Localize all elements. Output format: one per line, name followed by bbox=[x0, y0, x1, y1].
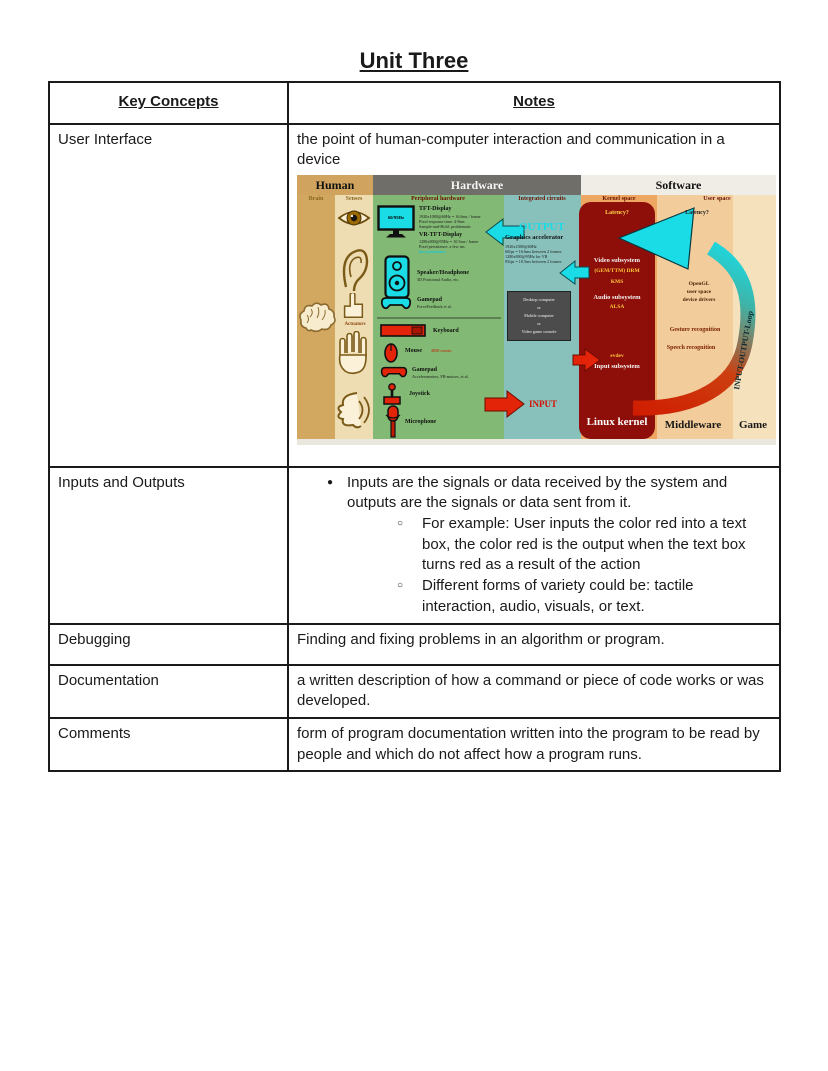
concept-documentation: Documentation bbox=[58, 671, 159, 689]
drm-label: (GEM/TTM) DRM bbox=[594, 268, 640, 275]
computer-box-line: Desktop computer bbox=[523, 296, 555, 302]
concept-cell bbox=[49, 467, 288, 624]
open-hand-icon bbox=[335, 331, 369, 375]
gamepad-input-icon bbox=[380, 365, 408, 379]
peripheral-hardware-label: Peripheral hardware bbox=[411, 196, 465, 203]
audio-subsystem-label: Audio subsystem bbox=[593, 294, 641, 302]
io-bullet-3-row bbox=[397, 576, 771, 617]
alsa-label: ALSA bbox=[609, 304, 625, 311]
hardware-header: Hardware bbox=[373, 175, 581, 195]
mouse-sub: 4000 counts bbox=[431, 348, 452, 354]
notes-table bbox=[48, 81, 781, 772]
video-subsystem-label: Video subsystem bbox=[593, 257, 641, 265]
io-bullet-2-row bbox=[397, 514, 771, 576]
game-label: Game bbox=[738, 419, 768, 432]
brain-label: Brain bbox=[308, 196, 324, 203]
gamepad-output-icon bbox=[380, 295, 412, 311]
gpu-label: Graphics accelerator bbox=[505, 234, 564, 242]
gamepad-input-label: Gamepad bbox=[412, 367, 438, 374]
integrated-circuits-label: Integrated circuits bbox=[518, 196, 566, 203]
gpu-line1: 1920x1080@60Hz bbox=[505, 244, 537, 250]
speaking-mouth-icon bbox=[331, 385, 371, 435]
mouse-label: Mouse bbox=[405, 348, 422, 355]
tft-line3: Sample-and-Hold: problematic bbox=[419, 223, 471, 229]
joystick-label: Joystick bbox=[409, 391, 430, 398]
concept-debugging: Debugging bbox=[58, 630, 131, 648]
concept-cell bbox=[49, 624, 288, 665]
kernel-space-label: Kernel space bbox=[602, 196, 636, 203]
linux-kernel-label: Linux kernel bbox=[586, 416, 648, 429]
table-row-documentation bbox=[49, 665, 780, 718]
tft-display-label: TFT-Display bbox=[419, 206, 452, 213]
io-loop-label: INPUT-OUTPUT-Loop bbox=[732, 310, 755, 391]
gamepad-output-label: Gamepad bbox=[417, 297, 443, 304]
tft-line1: 1920x1080@60Hz = 16.6ms / frame bbox=[419, 213, 481, 219]
pointing-hand-icon bbox=[339, 293, 367, 321]
input-arrow-icon bbox=[485, 391, 524, 417]
notes-cell bbox=[288, 124, 780, 467]
vr-line2: Pixel persistence: a few ms bbox=[419, 244, 465, 250]
input-subsystem-label: Input subsystem bbox=[594, 363, 640, 371]
computer-box-line: or bbox=[537, 304, 541, 310]
vr-line3: low persistence bbox=[419, 249, 447, 255]
io-bullet-3-text: Different forms of variety could be: tactile interaction, audio, visuals, or text. bbox=[422, 577, 694, 615]
tft-line2: Pixel response time: 4-8ms bbox=[419, 218, 465, 224]
concept-cell bbox=[49, 665, 288, 718]
header-row bbox=[49, 82, 780, 124]
opengl-line1: OpenGL bbox=[688, 281, 710, 288]
linux-io-diagram bbox=[297, 175, 776, 445]
speaker-icon bbox=[384, 255, 410, 299]
col-header-notes bbox=[288, 82, 780, 124]
speaker-sub: 3D Positional Audio, etc. bbox=[417, 277, 460, 283]
software-header: Software bbox=[581, 175, 776, 195]
joystick-icon bbox=[382, 383, 402, 405]
user-latency-label: Latency? bbox=[685, 210, 709, 217]
ear-icon bbox=[339, 247, 369, 295]
concept-cell bbox=[49, 124, 288, 467]
middleware-label: Middleware bbox=[664, 419, 722, 432]
opengl-line2: user space bbox=[686, 289, 712, 296]
input-text: INPUT bbox=[529, 399, 558, 410]
gamepad-output-sub: ForceFeedback et al. bbox=[417, 303, 452, 309]
table-row-debugging bbox=[49, 624, 780, 665]
concept-inputs-outputs: Inputs and Outputs bbox=[58, 473, 185, 491]
table-row-comments bbox=[49, 718, 780, 771]
microphone-label: Microphone bbox=[405, 419, 437, 426]
evdev-label: evdev bbox=[610, 353, 624, 360]
speech-recognition-label: Speech recognition bbox=[666, 345, 716, 352]
gpu-line3: 1280x800@95Hz for VR bbox=[505, 254, 548, 260]
senses-label: Senses bbox=[345, 196, 363, 203]
notes-cell bbox=[288, 467, 780, 624]
circle-marker: ○ bbox=[397, 518, 404, 530]
opengl-line3: device drivers bbox=[682, 297, 716, 304]
monitor-hz-label: 60/95Hz bbox=[387, 215, 405, 221]
io-bullet-2-text: For example: User inputs the color red into a text box, the color red is the output when the text box turns red as a result of the action bbox=[422, 515, 747, 574]
human-header: Human bbox=[297, 175, 373, 195]
notes-cell bbox=[288, 665, 780, 718]
gesture-recognition-label: Gesture recognition bbox=[669, 327, 721, 334]
note-user-interface: the point of human-computer interaction and communication in a device bbox=[297, 130, 725, 169]
vr-tft-display-label: VR-TFT-Display bbox=[419, 232, 463, 239]
col-header-key-concepts bbox=[49, 82, 288, 124]
io-bullet-1-text: Inputs are the signals or data received by the system and outputs are the signals or data sent from it. bbox=[347, 473, 728, 512]
note-documentation: a written description of how a command or piece of code works or was developed. bbox=[297, 671, 764, 710]
video-output-arrow-icon bbox=[560, 261, 589, 284]
actuators-label: Actuators bbox=[344, 322, 366, 328]
eye-icon bbox=[337, 205, 371, 231]
gpu-line4: 95fps = 10.5ms between 2 frames bbox=[505, 259, 562, 265]
computer-box-line: Mobile computer bbox=[524, 312, 554, 318]
page-title bbox=[0, 0, 828, 74]
kernel-latency-label: Latency? bbox=[605, 210, 629, 217]
user-space-label: User space bbox=[703, 196, 731, 203]
notes-cell bbox=[288, 718, 780, 771]
table-row-user-interface bbox=[49, 124, 780, 467]
table-row-inputs-outputs bbox=[49, 467, 780, 624]
notes-cell bbox=[288, 624, 780, 665]
mouse-icon bbox=[384, 343, 398, 363]
output-text: OUTPUT bbox=[519, 221, 565, 234]
concept-cell bbox=[49, 718, 288, 771]
brain-icon bbox=[298, 301, 336, 333]
note-comments: form of program documentation written into the program to be read by people and which do not affect how a program runs. bbox=[297, 724, 760, 763]
key-concepts-label: Key Concepts bbox=[118, 93, 219, 110]
vr-line1: 1280x800@95Hz = 10.5ms / frame bbox=[419, 239, 479, 245]
bullet-marker: ● bbox=[327, 476, 334, 488]
gamepad-input-sub: Accelerometers, FB-motors, et al. bbox=[412, 373, 469, 379]
notes-label: Notes bbox=[513, 93, 555, 110]
keyboard-icon bbox=[380, 324, 426, 337]
kms-label: KMS bbox=[610, 279, 624, 286]
circle-marker: ○ bbox=[397, 580, 404, 592]
page-title-text: Unit Three bbox=[359, 48, 469, 73]
speaker-label: Speaker/Headphone bbox=[417, 270, 470, 277]
computer-box-line: Video game console bbox=[521, 329, 557, 335]
microphone-icon bbox=[385, 405, 401, 439]
concept-user-interface: User Interface bbox=[58, 130, 153, 148]
keyboard-label: Keyboard bbox=[433, 327, 459, 334]
computer-box-line: or bbox=[537, 321, 541, 327]
concept-comments: Comments bbox=[58, 724, 131, 742]
monitor-icon bbox=[377, 205, 415, 239]
computer-box bbox=[507, 291, 571, 341]
gpu-line2: 60fps = 16.6ms between 2 frames bbox=[505, 249, 562, 255]
note-debugging: Finding and fixing problems in an algorithm or program. bbox=[297, 630, 665, 648]
io-bullet-1-row bbox=[327, 473, 771, 514]
